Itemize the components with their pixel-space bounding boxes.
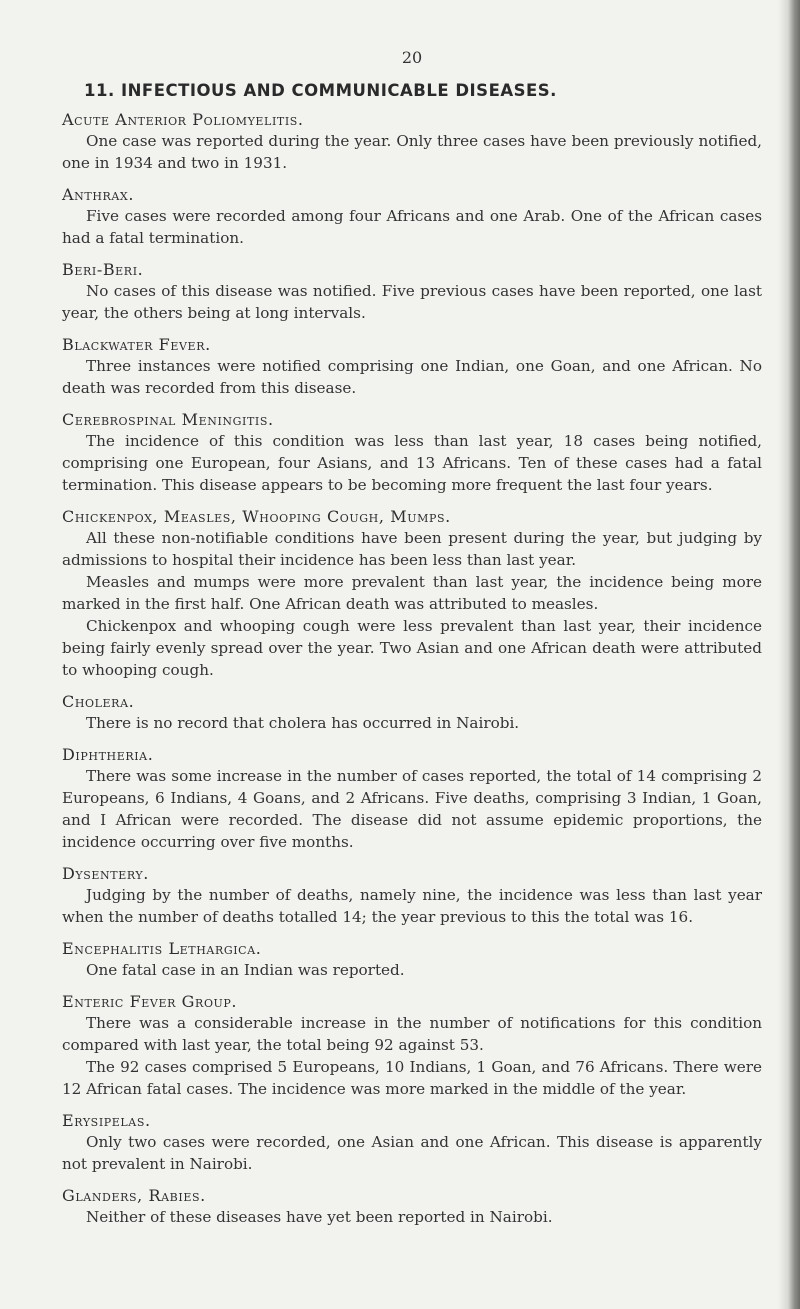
section-paragraph: There was some increase in the number of cases reported, the total of 14 comprising 2 Europeans, 6 Indians, 4 Goans, and 2 Africans. Five deaths, comprising 3 Indian, 1 Goan, and I African were recorded. The disease did not assume epidemic proportions, the incidence occurring over five months. xyxy=(62,767,762,851)
section-paragraph: One case was reported during the year. Only three cases have been previously notified, one in 1934 and two in 1931. xyxy=(62,132,762,172)
section xyxy=(62,410,762,496)
section-paragraph: All these non-notifiable conditions have been present during the year, but judging by admissions to hospital their incidence has been less than last year. xyxy=(62,529,762,569)
section xyxy=(62,335,762,399)
section-paragraph: Neither of these diseases have yet been reported in Nairobi. xyxy=(86,1208,553,1226)
section-paragraph: There was a considerable increase in the number of notifications for this condition compared with last year, the total being 92 against 53. xyxy=(62,1014,762,1054)
section-paragraph: There is no record that cholera has occurred in Nairobi. xyxy=(86,714,520,732)
section-heading: Acute Anterior Poliomyelitis. xyxy=(62,110,304,129)
section-heading: Cholera. xyxy=(62,692,135,711)
section xyxy=(62,185,762,249)
section-paragraph: The incidence of this condition was less than last year, 18 cases being notified, comprising one European, four Asians, and 13 Africans. Ten of these cases had a fatal termination. This disease appears to be becoming more frequent the last four years. xyxy=(62,432,762,494)
section-paragraph: Judging by the number of deaths, namely nine, the incidence was less than last year when the number of deaths totalled 14; the year previous to this the total was 16. xyxy=(62,886,762,926)
section-heading: Erysipelas. xyxy=(62,1111,151,1130)
page-number: 20 xyxy=(401,48,423,67)
section-heading: Glanders, Rabies. xyxy=(62,1186,206,1205)
section xyxy=(62,692,762,734)
section-paragraph: Five cases were recorded among four Africans and one Arab. One of the African cases had a fatal termination. xyxy=(62,207,762,247)
section-paragraph: No cases of this disease was notified. Five previous cases have been reported, one last year, the others being at long intervals. xyxy=(62,282,762,322)
section xyxy=(62,992,762,1100)
section-paragraph: The 92 cases comprised 5 Europeans, 10 Indians, 1 Goan, and 76 Africans. There were 12 African fatal cases. The incidence was more marked in the middle of the year. xyxy=(62,1058,762,1098)
chapter-title: 11. INFECTIOUS AND COMMUNICABLE DISEASES. xyxy=(84,81,557,100)
section-heading: Enteric Fever Group. xyxy=(62,992,238,1011)
section-heading: Dysentery. xyxy=(62,864,149,883)
section xyxy=(62,507,762,681)
page-edge-shadow xyxy=(778,0,800,1309)
section xyxy=(62,939,762,981)
section-paragraph: Three instances were notified comprising one Indian, one Goan, and one African. No death was recorded from this disease. xyxy=(62,357,762,397)
section xyxy=(62,110,762,174)
section-paragraph: Only two cases were recorded, one Asian and one African. This disease is apparently not prevalent in Nairobi. xyxy=(62,1133,762,1173)
section xyxy=(62,1111,762,1175)
section xyxy=(62,260,762,324)
section-heading: Encephalitis Lethargica. xyxy=(62,939,262,958)
section-paragraph: Measles and mumps were more prevalent than last year, the incidence being more marked in the first half. One African death was attributed to measles. xyxy=(62,573,762,613)
section-heading: Blackwater Fever. xyxy=(62,335,211,354)
section xyxy=(62,864,762,928)
section-paragraph: Chickenpox and whooping cough were less prevalent than last year, their incidence being fairly evenly spread over the year. Two Asian and one African death were attributed to whooping cough. xyxy=(62,617,762,679)
section xyxy=(62,745,762,853)
section-heading: Beri-Beri. xyxy=(62,260,144,279)
section-heading: Chickenpox, Measles, Whooping Cough, Mumps. xyxy=(62,507,451,526)
sections-container xyxy=(62,110,762,1228)
document-page xyxy=(62,48,762,1239)
section-heading: Anthrax. xyxy=(62,185,135,204)
section-heading: Cerebrospinal Meningitis. xyxy=(62,410,274,429)
section xyxy=(62,1186,762,1228)
section-paragraph: One fatal case in an Indian was reported. xyxy=(86,961,405,979)
section-heading: Diphtheria. xyxy=(62,745,154,764)
